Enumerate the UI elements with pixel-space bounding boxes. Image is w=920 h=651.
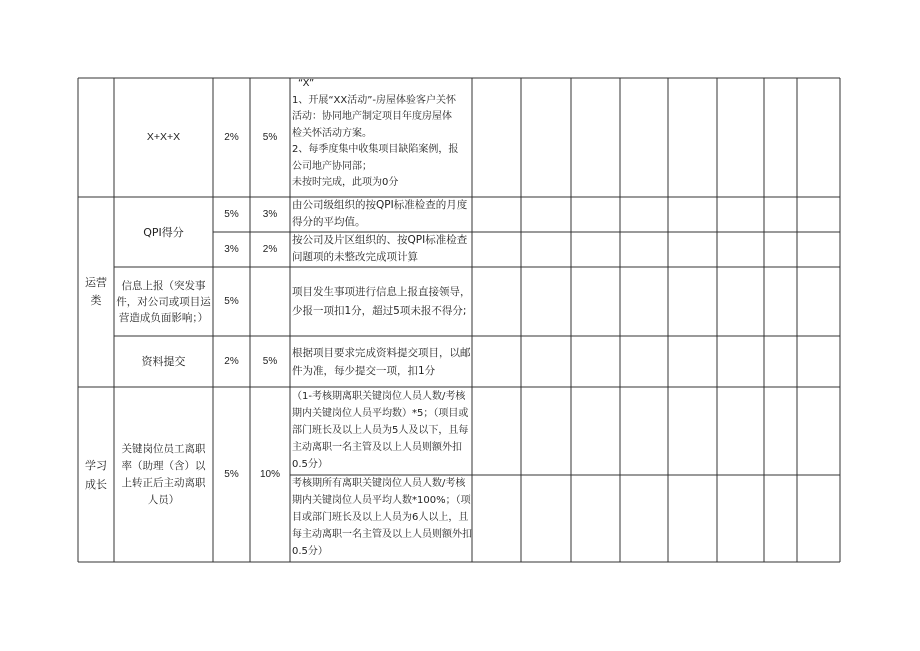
row1-criteria (290, 76, 472, 197)
turnover-weight-a: 5% (224, 469, 239, 480)
turnover-item: 关键岗位员工离职率（助理（含）以上转正后主动离职人员） (121, 442, 206, 506)
info-report-item: 信息上报（突发事件，对公司或项目运营造成负面影响；） (116, 279, 211, 324)
criteria-line: 检关怀活动方案。 (292, 127, 372, 139)
qpi-sub1-criteria: 由公司级组织的按QPI标准检查的月度得分的平均值。 (292, 199, 468, 228)
info-report-weight-b (250, 267, 290, 336)
criteria-line: 公司地产协同部； (292, 160, 372, 172)
row1-weight-b: 5% (262, 132, 278, 143)
turnover-criteria-2: 考核期所有离职关键岗位人员人数/考核期内关键岗位人员平均人数*100%；（项目或部门班长及以上人员为6人以上，且每主动离职一名主管及以上人员则额外扣0.5分） (292, 478, 472, 557)
info-report-weight-a: 5% (224, 296, 239, 307)
docs-criteria: 根据项目要求完成资料提交项目，以邮件为准，每少提交一项，扣1分 (292, 346, 471, 377)
qpi-sub2-weight-a: 3% (224, 244, 239, 255)
docs-item: 资料提交 (141, 355, 186, 368)
row1-item: X+X+X (146, 131, 181, 143)
criteria-line: 2、每季度集中收集项目缺陷案例，报 (292, 144, 459, 155)
docs-weight-a: 2% (224, 356, 239, 367)
qpi-item: QPI得分 (143, 225, 184, 239)
row1-weight-a: 2% (224, 132, 239, 143)
qpi-sub1-weight-a: 5% (224, 209, 239, 220)
criteria-line: 活动：协同地产制定项目年度房屋体 (292, 111, 452, 122)
qpi-sub2-criteria: 按公司及片区组织的、按QPI标准检查问题项的未整改完成项计算 (292, 234, 468, 263)
turnover-criteria-1: （1-考核期离职关键岗位人员人数/考核期内关键岗位人员平均数）*5；（项目或部门班长及以上人员为5人及以下，且每主动离职一名主管及以上人员则额外扣0.5分） (292, 391, 469, 470)
criteria-line: “X” (298, 78, 315, 89)
qpi-sub2-weight-b: 2% (262, 244, 278, 255)
criteria-line: 1、开展“XX活动”-房屋体验客户关怀 (292, 94, 457, 106)
info-report-criteria: 项目发生事项进行信息上报直接领导，少报一项扣1分，超过5项未报不得分; (292, 285, 471, 317)
category-operations: 运营类 (85, 276, 107, 307)
turnover-weight-b: 10% (259, 469, 280, 480)
category-learning: 学习成长 (85, 458, 107, 491)
docs-weight-b: 5% (262, 356, 278, 367)
criteria-line: 未按时完成，此项为0分 (292, 177, 399, 188)
qpi-sub1-weight-b: 3% (262, 209, 278, 220)
